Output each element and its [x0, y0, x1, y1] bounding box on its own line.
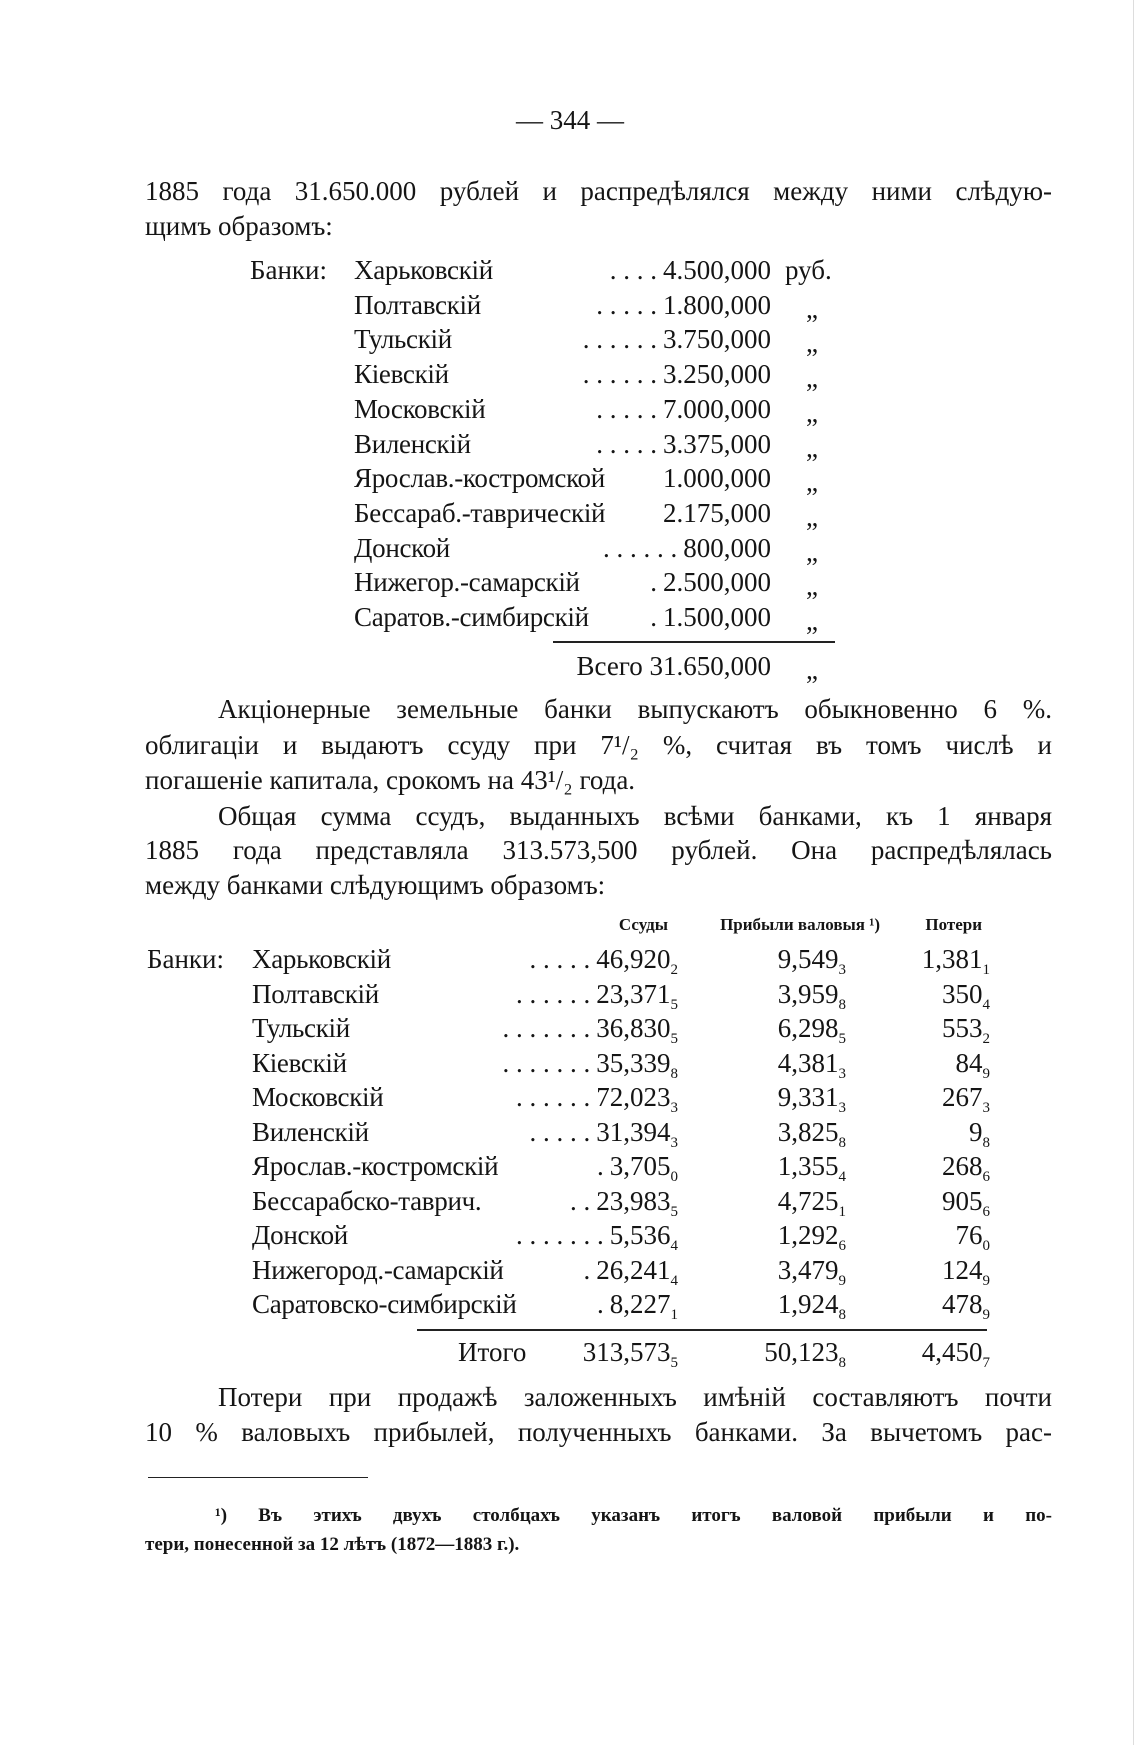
capital-row — [354, 323, 771, 355]
loan-row-loans-decimal: 3 — [670, 1134, 678, 1151]
loan-row-profit-int: 3,825 — [777, 1116, 839, 1147]
capital-row-value: 3.250,000 — [663, 359, 771, 390]
loan-row-profit-int: 3,479 — [777, 1254, 839, 1285]
capital-total-label: Всего — [576, 651, 643, 681]
loan-total-label: Итого — [458, 1337, 527, 1367]
loan-row-dots: . . — [570, 1185, 591, 1216]
capital-row — [354, 566, 771, 598]
loan-row-profit-int: 4,381 — [777, 1047, 839, 1078]
loan-row-losses-int: 1,381 — [921, 944, 983, 974]
capital-row-value: 800,000 — [683, 532, 771, 563]
loan-row-dots: . — [597, 1289, 604, 1319]
loan-row-profit-decimal: 5 — [838, 1031, 846, 1047]
loan-row-profit-int: 4,725 — [777, 1185, 839, 1216]
loan-total-rule — [417, 1329, 987, 1331]
para2-line-3: погашеніе капитала, срокомъ на 43¹/₂ года. — [145, 765, 636, 795]
loan-row-name: Нижегород.-самарскій — [252, 1254, 504, 1285]
loan-row-name: Московскій — [252, 1082, 384, 1112]
loan-row-losses-int: 268 — [942, 1151, 983, 1181]
loan-row-loans-decimal: 5 — [670, 996, 678, 1013]
capital-list-label: Банки: — [250, 255, 328, 285]
loan-row-dots: . — [583, 1254, 591, 1285]
capital-row-dots: . — [650, 602, 657, 632]
loan-row-losses-decimal: 0 — [982, 1238, 990, 1254]
loan-row-name: Бессарабско-таврич. — [252, 1185, 482, 1216]
capital-row-name: Кіевскій — [354, 359, 449, 390]
capital-row-name: Донской — [354, 532, 450, 563]
loan-row-losses-decimal: 3 — [982, 1100, 990, 1116]
footnote-line-1: ¹) Въ этихъ двухъ столбцахъ указанъ итогъ валовой прибыли и по- — [215, 1505, 1052, 1526]
capital-row-dots: . . . . . — [596, 393, 657, 424]
loan-row-losses-int: 84 — [955, 1047, 983, 1078]
capital-row-ditto: „ — [806, 328, 818, 359]
footnote-rule — [148, 1477, 368, 1478]
loan-total-profit-int: 50,123 — [764, 1337, 839, 1367]
page-number: — 344 — — [516, 105, 624, 135]
loan-row-profit-decimal: 3 — [838, 962, 846, 978]
para4-line-2: 10 % валовыхъ прибылей, полученныхъ банками. За вычетомъ рас- — [145, 1417, 1052, 1447]
loan-row-profit-int: 1,292 — [777, 1220, 839, 1250]
loan-row-profit-decimal: 9 — [838, 1272, 846, 1289]
loan-row-profit-int: 1,924 — [777, 1289, 839, 1319]
header-gross-profit: Прибыли валовыя ¹) — [720, 915, 880, 934]
para4-line-1: Потери при продажѣ заложенныхъ имѣній составляютъ почти — [218, 1382, 1052, 1412]
capital-row-value: 3.375,000 — [663, 428, 771, 459]
capital-row-name: Тульскій — [354, 324, 452, 355]
loan-row-losses-decimal: 9 — [982, 1307, 990, 1323]
capital-row-name: Саратов.-симбирскій — [354, 602, 589, 632]
header-loans: Ссуды — [618, 915, 668, 934]
capital-row-dots: . — [650, 567, 657, 598]
loan-row-name: Виленскій — [252, 1116, 369, 1147]
capital-row — [354, 393, 771, 425]
para3-line-3: между банками слѣдующимъ образомъ: — [145, 870, 606, 900]
page-edge — [1133, 0, 1134, 1745]
capital-row-name: Харьковскій — [354, 255, 493, 285]
loan-row-profit-decimal: 1 — [838, 1203, 846, 1220]
loan-row-dots: . . . . . . . — [502, 1013, 591, 1043]
loan-row-losses-int: 478 — [942, 1289, 983, 1319]
loan-row-profit — [700, 1288, 846, 1331]
loan-row-loans-decimal: 4 — [670, 1238, 678, 1254]
capital-row — [354, 601, 771, 633]
loan-row-dots: . . . . . . — [516, 1082, 591, 1112]
loan-row-profit-decimal: 3 — [838, 1065, 846, 1082]
loan-row-dots: . — [597, 1151, 604, 1181]
loan-row-profit-int: 9,549 — [777, 944, 839, 974]
capital-row-name: Московскій — [354, 393, 486, 424]
capital-row-ditto: „ — [806, 501, 818, 532]
capital-row-dots: . . . . . . — [582, 324, 657, 355]
loan-total-loans-decimal: 5 — [670, 1355, 678, 1371]
loan-row-loans-int: 46,920 — [596, 944, 671, 974]
capital-row-dots: . . . . . — [596, 289, 657, 320]
capital-total-rule — [553, 641, 835, 643]
loan-row-name: Харьковскій — [252, 944, 391, 974]
loan-row-loans-int: 23,371 — [596, 978, 671, 1009]
loan-row-name: Ярослав.-костромскій — [252, 1151, 499, 1181]
capital-row-dots: . . . . . . — [582, 359, 657, 390]
loan-row-name: Кіевскій — [252, 1047, 347, 1078]
para2-line-1: Акціонерные земельные банки выпускаютъ обыкновенно 6 %. — [218, 694, 1052, 724]
capital-row-name: Бессараб.-таврическій — [354, 497, 606, 528]
capital-row-dots: . . . . — [609, 255, 657, 285]
loan-row-dots: . . . . . . . — [516, 1220, 604, 1250]
loan-row-losses-int: 905 — [942, 1185, 983, 1216]
loan-row-loans-decimal: 3 — [670, 1100, 678, 1116]
loan-row-profit-decimal: 6 — [838, 1238, 846, 1254]
loan-row-profit-int: 6,298 — [777, 1013, 839, 1043]
capital-row-ditto: „ — [806, 536, 818, 567]
loan-table-label: Банки: — [147, 944, 225, 974]
capital-row-dots: . . . . . . — [603, 532, 678, 563]
loan-row-loans-decimal: 0 — [670, 1169, 678, 1185]
capital-row — [354, 289, 771, 321]
loan-total-losses — [860, 1336, 990, 1379]
loan-row-loans-int: 23,983 — [596, 1185, 671, 1216]
loan-row-loans-decimal: 5 — [670, 1031, 678, 1047]
capital-total-ditto: „ — [806, 655, 818, 685]
loan-row-profit-decimal: 4 — [838, 1169, 846, 1185]
loan-total-loans — [560, 1336, 678, 1379]
para3-line-2: 1885 года представляла 313.573,500 рублей. Она распредѣлялась — [145, 835, 1052, 865]
loan-row-loans-int: 36,830 — [596, 1013, 671, 1043]
loan-row-loans-decimal: 8 — [670, 1065, 678, 1082]
loan-row-losses-int: 9 — [969, 1116, 983, 1147]
loan-row-loans-int: 72,023 — [596, 1082, 671, 1112]
capital-row-dots: . . . . . — [596, 428, 657, 459]
capital-row-value: 1.500,000 — [663, 602, 771, 632]
capital-row-ditto: „ — [806, 571, 818, 602]
loan-row-loans-decimal: 1 — [670, 1307, 678, 1323]
loan-row-name: Тульскій — [252, 1013, 350, 1043]
loan-row-losses-decimal: 9 — [982, 1272, 990, 1289]
loan-total-profit — [700, 1336, 846, 1379]
loan-row-profit-int: 9,331 — [777, 1082, 839, 1112]
capital-row-name: Ярослав.-костромской — [354, 463, 605, 494]
capital-row — [354, 428, 771, 460]
loan-row-losses-int: 267 — [942, 1082, 983, 1112]
capital-row-ditto: „ — [806, 432, 818, 463]
loan-row-losses-decimal: 9 — [982, 1065, 990, 1082]
loan-row-name: Полтавскій — [252, 978, 379, 1009]
capital-row — [354, 532, 771, 564]
loan-row-losses-int: 553 — [942, 1013, 983, 1043]
capital-row-name: Нижегор.-самарскій — [354, 567, 580, 598]
capital-row-unit: руб. — [785, 255, 832, 285]
capital-row-ditto: „ — [806, 606, 818, 636]
loan-row-profit-decimal: 8 — [838, 996, 846, 1013]
capital-row-value: 4.500,000 — [663, 255, 771, 285]
loan-row-losses-decimal: 4 — [982, 996, 990, 1013]
loan-row-loans-decimal: 2 — [670, 962, 678, 978]
capital-total — [555, 650, 771, 682]
capital-row-name: Виленскій — [354, 428, 471, 459]
loan-row-name: Донской — [252, 1220, 348, 1250]
loan-row-losses-decimal: 1 — [982, 962, 990, 978]
loan-row-profit-int: 3,959 — [777, 978, 839, 1009]
loan-row-loans-int: 35,339 — [596, 1047, 671, 1078]
loan-row-loans-decimal: 4 — [670, 1272, 678, 1289]
loan-row-dots: . . . . . — [529, 1116, 591, 1147]
capital-total-value: 31.650,000 — [649, 651, 771, 681]
loan-row-loans-int: 31,394 — [596, 1116, 671, 1147]
intro-line-2: щимъ образомъ: — [145, 211, 333, 241]
capital-row-value: 1.800,000 — [663, 289, 771, 320]
capital-row-ditto: „ — [806, 397, 818, 428]
capital-row-value: 7.000,000 — [663, 393, 771, 424]
loan-row-losses-int: 76 — [955, 1220, 983, 1250]
loan-row-profit-decimal: 3 — [838, 1100, 846, 1116]
loan-row-losses-int: 124 — [942, 1254, 983, 1285]
loan-row-loans — [610, 1288, 678, 1331]
para2-line-2: облигаціи и выдаютъ ссуду при 7¹/₂ %, считая въ томъ числѣ и — [145, 730, 1052, 760]
loan-row-profit-int: 1,355 — [777, 1151, 839, 1181]
para3-line-1: Общая сумма ссудъ, выданныхъ всѣми банками, къ 1 января — [218, 801, 1052, 831]
intro-line-1: 1885 года 31.650.000 рублей и распредѣлялся между ними слѣдую- — [145, 176, 1052, 206]
header-losses: Потери — [925, 915, 982, 934]
loan-row — [252, 1288, 678, 1331]
loan-row-loans-int: 5,536 — [609, 1220, 671, 1250]
capital-row-name: Полтавскій — [354, 289, 481, 320]
capital-row-value: 1.000,000 — [663, 463, 771, 494]
capital-row — [354, 497, 771, 529]
capital-row — [354, 358, 771, 390]
loan-total-losses-int: 4,450 — [921, 1337, 983, 1367]
loan-row-dots: . . . . . . . — [502, 1047, 591, 1078]
loan-row-losses — [860, 1288, 990, 1331]
capital-row-ditto: „ — [806, 363, 818, 394]
loan-row-loans-int: 3,705 — [609, 1151, 671, 1181]
capital-row — [354, 462, 771, 494]
capital-row-value: 3.750,000 — [663, 324, 771, 355]
loan-row-dots: . . . . . — [529, 944, 591, 974]
loan-row-loans-int: 26,241 — [596, 1254, 671, 1285]
loan-row-loans-decimal: 5 — [670, 1203, 678, 1220]
loan-row-profit-decimal: 8 — [838, 1134, 846, 1151]
loan-total-losses-decimal: 7 — [982, 1355, 990, 1371]
loan-row-losses-decimal: 6 — [982, 1203, 990, 1220]
footnote-line-2: тери, понесенной за 12 лѣтъ (1872—1883 г.). — [145, 1534, 520, 1555]
loan-row-loans-int: 8,227 — [609, 1289, 671, 1319]
loan-row-name: Саратовско-симбирскій — [252, 1289, 517, 1319]
capital-row-ditto: „ — [806, 467, 818, 498]
loan-row-dots: . . . . . . — [516, 978, 591, 1009]
loan-row-losses-decimal: 6 — [982, 1169, 990, 1185]
loan-total-loans-int: 313,573 — [582, 1337, 671, 1367]
loan-row-profit-decimal: 8 — [838, 1307, 846, 1323]
capital-row — [354, 254, 771, 286]
capital-row-value: 2.175,000 — [663, 497, 771, 528]
capital-row-ditto: „ — [806, 293, 818, 324]
capital-row-value: 2.500,000 — [663, 567, 771, 598]
loan-row-losses-int: 350 — [942, 978, 983, 1009]
loan-row-losses-decimal: 8 — [982, 1134, 990, 1151]
loan-row-losses-decimal: 2 — [982, 1031, 990, 1047]
loan-total-profit-decimal: 8 — [838, 1355, 846, 1371]
